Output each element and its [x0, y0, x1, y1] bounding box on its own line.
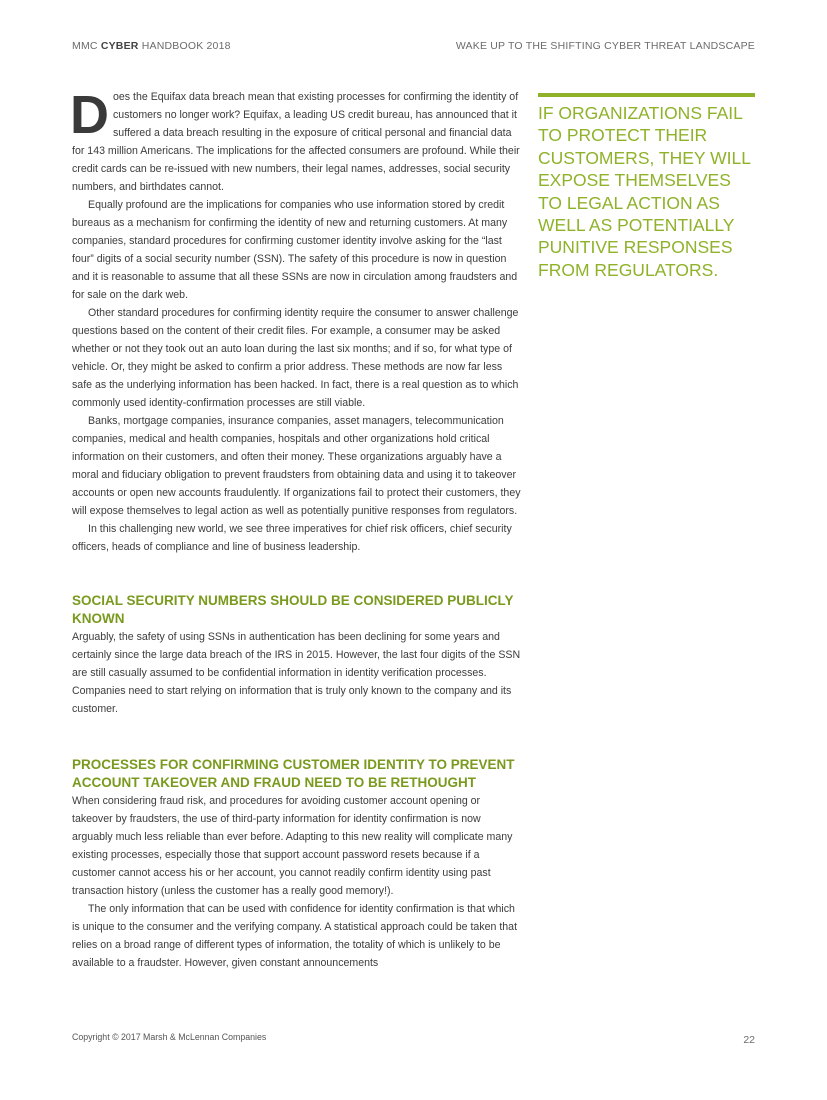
pull-quote — [538, 93, 755, 281]
header-prefix: MMC — [72, 40, 98, 52]
header-bold: CYBER — [100, 40, 139, 52]
drop-cap: D — [70, 85, 109, 145]
intro-paragraph-3: Other standard procedures for confirming identity require the consumer to answer challenge questions based on the content of their credit files. For example, a consumer may be asked whether or not they took out an auto loan during the last six months; and if so, for what type of vehicle. Or, they might be asked to confirm a prior address. These methods are now far less safe as the underlying information has been hacked. In fact, there is a real question as to which commonly used identity-confirmation processes are still viable. — [72, 307, 519, 409]
section-2-paragraph-1: When considering fraud risk, and procedures for avoiding customer account opening or takeover by fraudsters, the use of third-party information for identity confirmation is now arguably much less reliable than ever before. Adapting to this new reality will complicate many existing processes, especially those that support account password resets because if a customer cannot access his or her account, you cannot readily confirm identity using past transaction history (unless the customer has a really good memory!). — [72, 795, 513, 897]
intro-paragraph-5: In this challenging new world, we see three imperatives for chief risk officers, chief security officers, heads of compliance and line of business leadership. — [72, 523, 512, 553]
main-column — [70, 85, 522, 972]
header-suffix: HANDBOOK 2018 — [141, 40, 231, 52]
intro-paragraph-1-text: oes the Equifax data breach mean that existing processes for confirming the identity of customers no longer work? Equifax, a leading US credit bureau, has announced that it suffered a data breach resulting in the exposure of critical personal and financial data for 143 million Americans. The implications for the affected consumers are profound. While their credit cards can be re-issued with new numbers, their legal names, addresses, social security numbers, and birthdates cannot. — [72, 91, 520, 193]
pull-quote-text: IF ORGANIZATIONS FAIL TO PROTECT THEIR CUSTOMERS, THEY WILL EXPOSE THEMSELVES TO LEGAL ACTION AS WELL AS POTENTIALLY PUNITIVE RESPONSES FROM REGULATORS. — [538, 103, 751, 280]
intro-paragraph-4: Banks, mortgage companies, insurance companies, asset managers, telecommunication companies, medical and health companies, hospitals and other organizations hold critical information on their customers, and often their money. These organizations arguably have a moral and fiduciary obligation to prevent fraudsters from obtaining data and using it to takeover accounts or open new accounts fraudulently. If organizations fail to protect their customers, they will expose themselves to legal action as well as potentially punitive responses from regulators. — [72, 415, 521, 517]
intro-paragraph-2: Equally profound are the implications for companies who use information stored by credit bureaus as a mechanism for confirming the identity of new and returning customers. At many companies, standard procedures for confirming customer identity involve asking for the “last four” digits of a social security number (SSN). The safety of this procedure is now in question and it is reasonable to assume that all these SSNs are now in circulation among fraudsters and for sale on the dark web. — [72, 199, 518, 301]
section-2-title: PROCESSES FOR CONFIRMING CUSTOMER IDENTITY TO PREVENT ACCOUNT TAKEOVER AND FRAUD NEED TO BE RETHOUGHT — [72, 757, 515, 790]
page-number: 22 — [743, 1034, 755, 1046]
copyright-notice: Copyright © 2017 Marsh & McLennan Companies — [72, 1032, 267, 1042]
running-header-left — [72, 40, 231, 52]
section-2-paragraph-2: The only information that can be used with confidence for identity confirmation is that which is unique to the consumer and the verifying company. A statistical approach could be taken that relies on a broad range of different types of information, the totality of which is unlikely to be available to a fraudster. However, given constant announcements — [72, 903, 518, 969]
section-1-title: SOCIAL SECURITY NUMBERS SHOULD BE CONSIDERED PUBLICLY KNOWN — [72, 593, 514, 626]
intro-paragraph-1 — [70, 85, 522, 196]
section-1-paragraph-1: Arguably, the safety of using SSNs in authentication has been declining for some years and certainly since the large data breach of the IRS in 2015. However, the last four digits of the SSN are still casually assumed to be confidential information in identity verification processes. Companies need to start relying on information that is truly only known to the company and its customer. — [72, 631, 521, 715]
running-header-right: WAKE UP TO THE SHIFTING CYBER THREAT LANDSCAPE — [455, 40, 755, 52]
